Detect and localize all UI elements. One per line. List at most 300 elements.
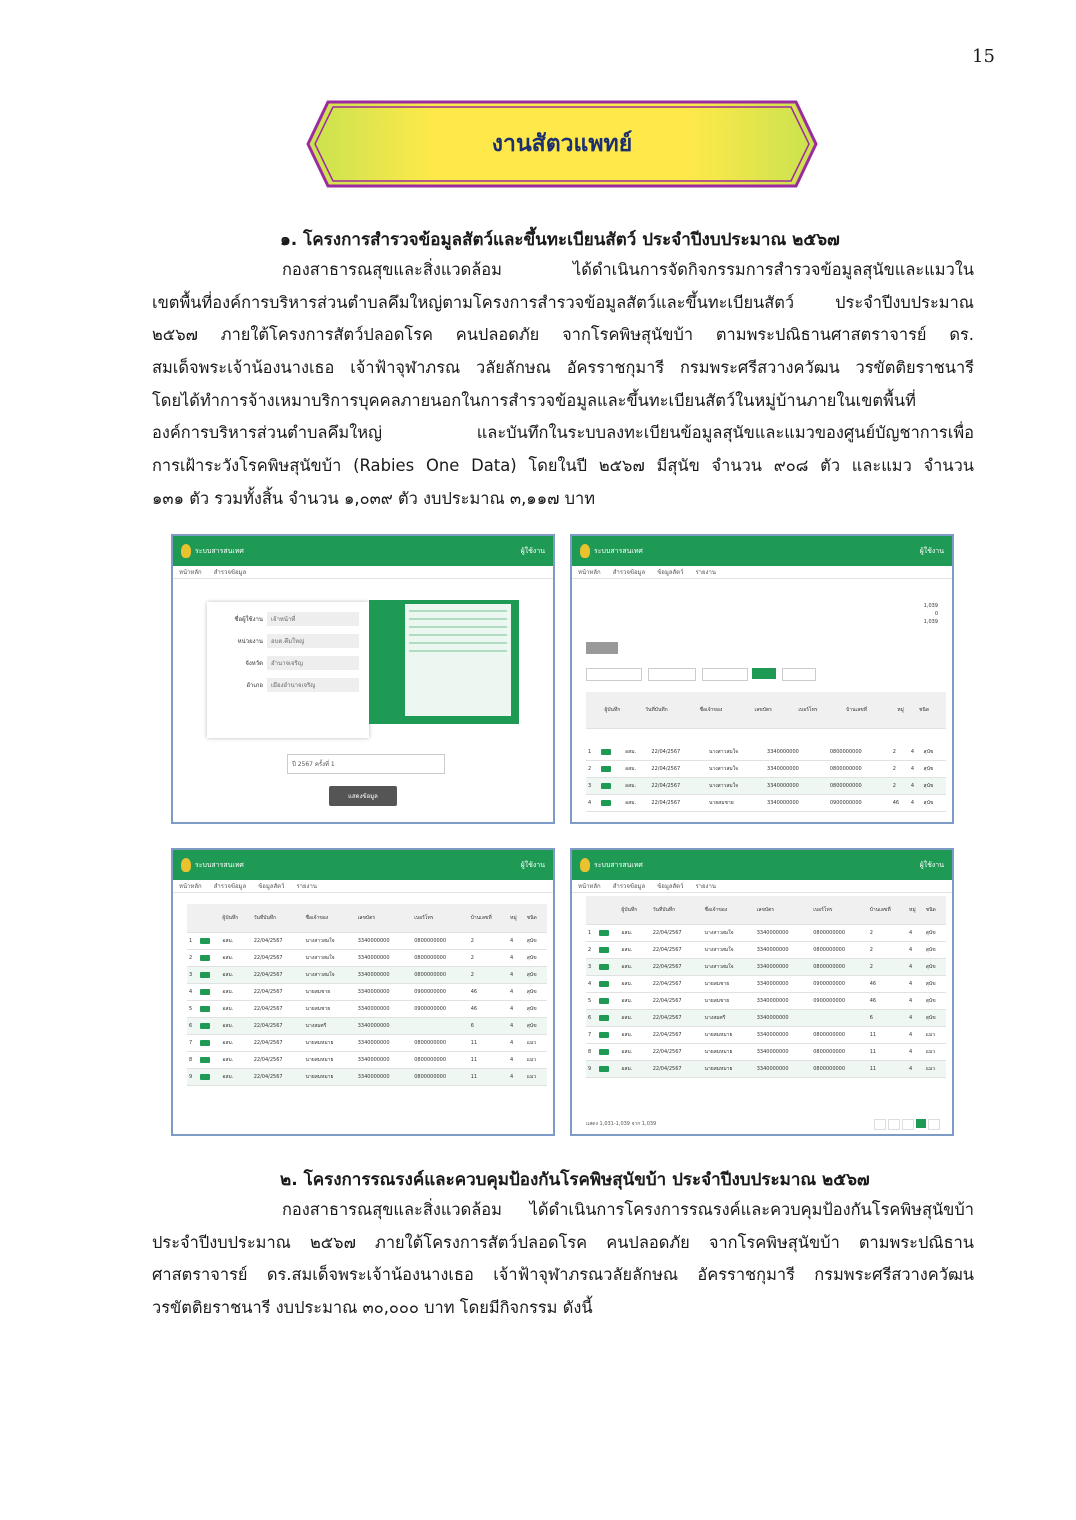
user-menu[interactable]: ผู้ใช้งาน <box>919 860 944 869</box>
table-row[interactable] <box>586 795 946 812</box>
edit-cell[interactable] <box>599 778 624 795</box>
table-header: หมู่ <box>895 692 917 729</box>
nav-survey[interactable]: สำรวจข้อมูล <box>213 883 247 890</box>
table-cell: สุนัข <box>924 925 946 942</box>
table-cell: 22/04/2567 <box>252 1018 304 1035</box>
table-cell: 22/04/2567 <box>252 950 304 967</box>
edit-button[interactable] <box>601 800 611 806</box>
table-cell: 11 <box>469 1052 508 1069</box>
edit-button[interactable] <box>200 1023 210 1029</box>
row-number: 2 <box>586 942 597 959</box>
nav-survey[interactable]: สำรวจข้อมูล <box>213 569 247 576</box>
edit-cell[interactable] <box>198 1001 220 1018</box>
table-cell: 2 <box>891 778 909 795</box>
table-cell: 22/04/2567 <box>651 942 703 959</box>
table-cell: 4 <box>508 950 525 967</box>
page-button[interactable] <box>928 1119 940 1130</box>
table-header <box>586 692 594 729</box>
edit-button[interactable] <box>601 766 611 772</box>
table-cell: 4 <box>909 795 922 812</box>
table-cell: 2 <box>868 959 907 976</box>
form-label: จังหวัด <box>245 660 263 667</box>
table-cell: นายสมชาย <box>304 984 356 1001</box>
row-number: 8 <box>187 1052 198 1069</box>
edit-button[interactable] <box>599 947 609 953</box>
table-cell: แมว <box>924 1044 946 1061</box>
reset-button[interactable] <box>782 668 816 681</box>
table-cell: 4 <box>508 933 525 950</box>
table-cell <box>412 1018 469 1035</box>
table-cell: 0800000000 <box>811 925 868 942</box>
table-cell: 22/04/2567 <box>252 1035 304 1052</box>
table-cell: อสม. <box>220 1052 251 1069</box>
table-row[interactable] <box>187 967 547 984</box>
table-cell: 4 <box>508 1035 525 1052</box>
edit-cell[interactable] <box>597 976 619 993</box>
nav-home[interactable]: หน้าหลัก <box>179 883 202 890</box>
table-cell: แมว <box>525 1052 547 1069</box>
table-row[interactable] <box>586 959 946 976</box>
edit-cell[interactable] <box>198 1069 220 1086</box>
edit-cell[interactable] <box>198 967 220 984</box>
edit-cell[interactable] <box>198 1035 220 1052</box>
edit-button[interactable] <box>200 972 210 978</box>
nav-survey[interactable]: สำรวจข้อมูล <box>612 569 646 576</box>
table-row[interactable] <box>586 761 946 778</box>
table-cell: 3340000000 <box>755 976 812 993</box>
table-cell: นายสมหมาย <box>304 1035 356 1052</box>
table-header <box>594 692 602 729</box>
table-cell: 3340000000 <box>755 1010 812 1027</box>
screenshot-table <box>171 848 555 1136</box>
form-field[interactable]: เมืองอำนาจเจริญ <box>267 678 359 692</box>
table-cell <box>811 1010 868 1027</box>
table-cell: อสม. <box>220 950 251 967</box>
table-cell: 2 <box>868 942 907 959</box>
table-cell: อสม. <box>619 1010 650 1027</box>
paragraph-line: สมเด็จพระเจ้าน้องนางเธอ เจ้าฟ้าจุฬาภรณ วลัยลักษณ อัครราชกุมารี กรมพระศรีสวางควัฒน วรขัตติยราชนารี <box>152 358 974 378</box>
nav-animal[interactable]: ข้อมูลสัตว์ <box>657 569 684 576</box>
row-number: 2 <box>586 761 599 778</box>
row-number: 1 <box>586 925 597 942</box>
pagination[interactable] <box>874 1119 940 1130</box>
table-cell: 3340000000 <box>356 1035 413 1052</box>
table-header: ผู้บันทึก <box>619 896 650 925</box>
table-row[interactable] <box>586 925 946 942</box>
paragraph-line: เขตพื้นที่องค์การบริหารส่วนตำบลคึมใหญ่ตามโครงการสำรวจข้อมูลสัตว์และขึ้นทะเบียนสัตว์ ประจำปีงบประมาณ <box>152 292 974 312</box>
table-cell: 3340000000 <box>356 933 413 950</box>
table-cell: 2 <box>891 761 909 778</box>
table-cell: 0900000000 <box>412 1001 469 1018</box>
edit-cell[interactable] <box>597 1027 619 1044</box>
user-menu[interactable]: ผู้ใช้งาน <box>520 860 545 869</box>
table-row[interactable] <box>586 1061 946 1078</box>
edit-cell[interactable] <box>597 1061 619 1078</box>
table-cell: อสม. <box>619 993 650 1010</box>
summary-total: 1,039 <box>923 603 938 609</box>
table-cell: นายสมหมาย <box>703 1044 755 1061</box>
table-header: ชนิด <box>525 904 547 933</box>
section2-heading: ๒. โครงการรณรงค์และควบคุมป้องกันโรคพิษสุนัขบ้า ประจำปีงบประมาณ ๒๕๖๗ <box>280 1170 870 1190</box>
nav-survey[interactable]: สำรวจข้อมูล <box>612 883 646 890</box>
table-cell: 0800000000 <box>811 959 868 976</box>
table-cell: อสม. <box>220 1069 251 1086</box>
row-number: 4 <box>586 795 599 812</box>
data-table <box>586 896 946 1078</box>
table-cell: 3340000000 <box>755 1044 812 1061</box>
table-cell: 22/04/2567 <box>649 795 707 812</box>
edit-button[interactable] <box>200 1074 210 1080</box>
table-header: เลขบัตร <box>753 692 797 729</box>
paragraph-line: ศาสตราจารย์ ดร.สมเด็จพระเจ้าน้องนางเธอ เจ้าฟ้าจุฬาภรณวลัยลักษณ อัครราชกุมารี กรมพระศรีสวางควัฒน <box>152 1265 974 1285</box>
row-number: 7 <box>187 1035 198 1052</box>
paragraph-line: ประจำปีงบประมาณ ๒๕๖๗ ภายใต้โครงการสัตว์ปลอดโรค คนปลอดภัย จากโรคพิษสุนัขบ้า ตามพระปณิธาน <box>152 1232 974 1252</box>
edit-cell[interactable] <box>597 993 619 1010</box>
edit-cell[interactable] <box>597 959 619 976</box>
nav-home[interactable]: หน้าหลัก <box>578 883 601 890</box>
table-cell: อสม. <box>623 761 649 778</box>
edit-cell[interactable] <box>198 933 220 950</box>
table-row[interactable] <box>187 1069 547 1086</box>
table-cell: 4 <box>907 925 924 942</box>
edit-button[interactable] <box>599 964 609 970</box>
edit-button[interactable] <box>200 955 210 961</box>
table-header: ชนิด <box>917 692 946 729</box>
table-cell: 3340000000 <box>356 950 413 967</box>
table-cell: 0800000000 <box>412 1052 469 1069</box>
edit-button[interactable] <box>599 998 609 1004</box>
table-cell: แมว <box>924 1061 946 1078</box>
table-header <box>586 896 597 925</box>
edit-button[interactable] <box>200 1040 210 1046</box>
edit-button[interactable] <box>599 1015 609 1021</box>
screenshot-pagination <box>570 848 954 1136</box>
app-name: ระบบสารสนเทศ <box>195 860 244 869</box>
table-row[interactable] <box>586 942 946 959</box>
nav-report[interactable]: รายงาน <box>695 883 716 890</box>
edit-cell[interactable] <box>198 1052 220 1069</box>
data-table <box>187 904 547 1086</box>
edit-button[interactable] <box>599 930 609 936</box>
page-button[interactable] <box>874 1119 886 1130</box>
table-cell: 22/04/2567 <box>651 925 703 942</box>
table-header: เบอร์โทร <box>796 692 844 729</box>
table-cell: นางสาวสมใจ <box>707 744 765 761</box>
table-row[interactable] <box>187 1035 547 1052</box>
edit-button[interactable] <box>599 981 609 987</box>
table-cell: 0800000000 <box>828 744 891 761</box>
table-cell: นางสมศรี <box>703 1010 755 1027</box>
edit-button[interactable] <box>601 783 611 789</box>
table-cell: นางสาวสมใจ <box>703 959 755 976</box>
table-row[interactable] <box>586 1044 946 1061</box>
table-cell: 0800000000 <box>412 933 469 950</box>
edit-button[interactable] <box>200 938 210 944</box>
table-row[interactable] <box>187 950 547 967</box>
table-cell: 0800000000 <box>828 778 891 795</box>
emblem-icon <box>580 858 590 872</box>
edit-cell[interactable] <box>198 950 220 967</box>
form-field[interactable]: อำนาจเจริญ <box>267 656 359 670</box>
row-number: 9 <box>586 1061 597 1078</box>
table-cell: 2 <box>469 967 508 984</box>
table-cell: 6 <box>469 1018 508 1035</box>
edit-cell[interactable] <box>599 761 624 778</box>
user-menu[interactable]: ผู้ใช้งาน <box>520 546 545 555</box>
table-cell: 3340000000 <box>755 942 812 959</box>
table-cell: อสม. <box>623 778 649 795</box>
paragraph-line: วรขัตติยราชนารี งบประมาณ ๓๐,๐๐๐ บาท โดยมีกิจกรรม ดังนี้ <box>152 1298 593 1318</box>
row-number: 6 <box>586 1010 597 1027</box>
edit-cell[interactable] <box>597 1044 619 1061</box>
table-cell: สุนัข <box>525 967 547 984</box>
table-cell: 4 <box>907 942 924 959</box>
table-cell: 22/04/2567 <box>649 778 707 795</box>
edit-cell[interactable] <box>599 795 624 812</box>
table-cell: 4 <box>907 959 924 976</box>
paragraph-line: กองสาธารณสุขและสิ่งแวดล้อม ได้ดำเนินการโครงการรณรงค์และควบคุมป้องกันโรคพิษสุนัขบ้า <box>282 1200 974 1219</box>
table-header <box>198 904 220 933</box>
table-cell: 3340000000 <box>755 959 812 976</box>
nav-report[interactable]: รายงาน <box>695 569 716 576</box>
table-cell: 22/04/2567 <box>252 1052 304 1069</box>
edit-button[interactable] <box>599 1032 609 1038</box>
paragraph-line: กองสาธารณสุขและสิ่งแวดล้อม ได้ดำเนินการจัดกิจกรรมการสำรวจข้อมูลสุนัขและแมวใน <box>282 260 974 279</box>
table-cell: 3340000000 <box>356 1018 413 1035</box>
table-header: เบอร์โทร <box>412 904 469 933</box>
table-cell: แมว <box>924 1027 946 1044</box>
table-header: วันที่บันทึก <box>643 692 697 729</box>
table-cell: 2 <box>469 950 508 967</box>
table-cell: 0800000000 <box>412 1069 469 1086</box>
table-cell: อสม. <box>619 959 650 976</box>
emblem-icon <box>181 544 191 558</box>
table-cell: นายสมชาย <box>304 1001 356 1018</box>
paragraph-line: ๒๕๖๗ ภายใต้โครงการสัตว์ปลอดโรค คนปลอดภัย จากโรคพิษสุนัขบ้า ตามพระปณิธานศาสตราจารย์ ดร. <box>152 325 974 345</box>
table-cell: 22/04/2567 <box>649 744 707 761</box>
table-cell: 22/04/2567 <box>252 984 304 1001</box>
table-cell: 11 <box>868 1044 907 1061</box>
add-button[interactable] <box>586 642 618 654</box>
table-cell: สุนัข <box>924 942 946 959</box>
emblem-icon <box>580 544 590 558</box>
table-cell: นายสมหมาย <box>304 1052 356 1069</box>
table-row[interactable] <box>187 1001 547 1018</box>
table-row[interactable] <box>586 1027 946 1044</box>
edit-cell[interactable] <box>198 1018 220 1035</box>
table-cell: นางสาวสมใจ <box>707 778 765 795</box>
paragraph-line: องค์การบริหารส่วนตำบลคึมใหญ่ และบันทึกในระบบลงทะเบียนข้อมูลสุนัขและแมวของศูนย์บัญชาการเพื่อ <box>152 423 974 443</box>
page-button[interactable] <box>902 1119 914 1130</box>
banner-title: งานสัตวแพทย์ <box>491 131 633 157</box>
table-header: วันที่บันทึก <box>651 896 703 925</box>
table-cell: 4 <box>907 993 924 1010</box>
nav-animal[interactable]: ข้อมูลสัตว์ <box>657 883 684 890</box>
table-row[interactable] <box>586 1010 946 1027</box>
row-number: 5 <box>187 1001 198 1018</box>
form-field[interactable]: เจ้าหน้าที่ <box>267 612 359 626</box>
table-cell: อสม. <box>623 744 649 761</box>
table-cell: 22/04/2567 <box>651 959 703 976</box>
table-header: เลขบัตร <box>755 896 812 925</box>
table-cell: 4 <box>907 1044 924 1061</box>
table-cell: 4 <box>907 976 924 993</box>
table-cell: สุนัข <box>924 993 946 1010</box>
table-cell: นางสาวสมใจ <box>304 967 356 984</box>
table-header: เบอร์โทร <box>811 896 868 925</box>
table-cell: สุนัข <box>922 778 946 795</box>
table-cell: 46 <box>868 976 907 993</box>
table-cell: 11 <box>868 1061 907 1078</box>
search-input[interactable] <box>586 668 642 681</box>
table-cell: 3340000000 <box>755 993 812 1010</box>
edit-button[interactable] <box>200 1006 210 1012</box>
table-cell: อสม. <box>619 942 650 959</box>
table-cell: สุนัข <box>525 1018 547 1035</box>
table-row[interactable] <box>586 993 946 1010</box>
table-row[interactable] <box>586 778 946 795</box>
summary-sum: 1,039 <box>923 619 938 625</box>
table-cell: 22/04/2567 <box>252 1001 304 1018</box>
table-cell: แมว <box>525 1035 547 1052</box>
table-row[interactable] <box>187 984 547 1001</box>
nav-home[interactable]: หน้าหลัก <box>179 569 202 576</box>
table-cell: สุนัข <box>525 984 547 1001</box>
edit-cell[interactable] <box>597 942 619 959</box>
app-name: ระบบสารสนเทศ <box>594 860 643 869</box>
filter-select[interactable] <box>702 668 748 681</box>
search-button[interactable] <box>752 668 776 679</box>
table-cell: อสม. <box>220 1001 251 1018</box>
show-data-button[interactable]: แสดงข้อมูล <box>329 786 397 806</box>
paragraph-line: การเฝ้าระวังโรคพิษสุนัขบ้า (Rabies One Data) โดยในปี ๒๕๖๗ มีสุนัข จำนวน ๙๐๘ ตัว และแมว จำนวน <box>152 456 974 476</box>
table-cell: 11 <box>469 1035 508 1052</box>
nav-animal[interactable]: ข้อมูลสัตว์ <box>258 883 285 890</box>
edit-button[interactable] <box>599 1066 609 1072</box>
table-cell: สุนัข <box>924 976 946 993</box>
edit-cell[interactable] <box>198 984 220 1001</box>
table-cell: 3340000000 <box>356 967 413 984</box>
table-header: ผู้บันทึก <box>220 904 251 933</box>
row-number: 8 <box>586 1044 597 1061</box>
form-field[interactable]: อบต.คึมใหญ่ <box>267 634 359 648</box>
table-cell: อสม. <box>220 967 251 984</box>
table-row[interactable] <box>187 1018 547 1035</box>
screenshot-form <box>171 534 555 824</box>
table-cell: 0800000000 <box>811 1044 868 1061</box>
table-cell: 0800000000 <box>412 967 469 984</box>
table-row[interactable] <box>586 976 946 993</box>
table-row[interactable] <box>586 744 946 761</box>
page-button-active[interactable] <box>916 1119 926 1128</box>
page-button[interactable] <box>888 1119 900 1130</box>
table-cell: 3340000000 <box>356 1069 413 1086</box>
table-cell: 0800000000 <box>811 942 868 959</box>
table-cell: 3340000000 <box>755 1061 812 1078</box>
summary-box <box>924 602 938 626</box>
table-cell: นายสมชาย <box>703 976 755 993</box>
table-cell: 3340000000 <box>755 1027 812 1044</box>
edit-button[interactable] <box>599 1049 609 1055</box>
table-cell: 0900000000 <box>811 993 868 1010</box>
edit-cell[interactable] <box>599 744 624 761</box>
table-cell: นายสมชาย <box>707 795 765 812</box>
table-row[interactable] <box>187 933 547 950</box>
table-cell: นางสาวสมใจ <box>304 950 356 967</box>
table-header <box>187 904 198 933</box>
user-menu[interactable]: ผู้ใช้งาน <box>919 546 944 555</box>
table-cell: 3340000000 <box>765 761 828 778</box>
summary-pending: 0 <box>934 611 938 617</box>
table-header: ผู้บันทึก <box>602 692 643 729</box>
row-number: 7 <box>586 1027 597 1044</box>
table-cell: 4 <box>907 1061 924 1078</box>
table-cell: 3340000000 <box>755 925 812 942</box>
table-cell: 3340000000 <box>356 984 413 1001</box>
table-cell: 0800000000 <box>412 950 469 967</box>
table-cell: 46 <box>868 993 907 1010</box>
paragraph-line: ๑๓๑ ตัว รวมทั้งสิ้น จำนวน ๑,๐๓๙ ตัว งบประมาณ ๓,๑๑๗ บาท <box>152 488 596 508</box>
section1-paragraph <box>152 254 974 516</box>
table-header: บ้านเลขที่ <box>868 896 907 925</box>
filter-select[interactable] <box>648 668 696 681</box>
table-cell: 46 <box>891 795 909 812</box>
table-cell: 0800000000 <box>412 1035 469 1052</box>
table-cell: อสม. <box>619 1027 650 1044</box>
form-label: หน่วยงาน <box>237 638 263 645</box>
table-cell: 0900000000 <box>412 984 469 1001</box>
table-cell: 4 <box>508 1001 525 1018</box>
table-cell: 22/04/2567 <box>651 976 703 993</box>
table-cell: 2 <box>891 744 909 761</box>
table-cell: สุนัข <box>924 1010 946 1027</box>
table-row[interactable] <box>187 1052 547 1069</box>
table-cell: อสม. <box>220 933 251 950</box>
table-header: บ้านเลขที่ <box>469 904 508 933</box>
edit-button[interactable] <box>601 749 611 755</box>
edit-button[interactable] <box>200 989 210 995</box>
table-cell: สุนัข <box>922 761 946 778</box>
table-cell: 22/04/2567 <box>252 967 304 984</box>
year-select[interactable]: ปี 2567 ครั้งที่ 1 <box>287 754 445 774</box>
table-cell: สุนัข <box>922 795 946 812</box>
pagination-info: แสดง 1,031-1,039 จาก 1,039 <box>586 1121 657 1127</box>
data-table-body <box>586 744 946 812</box>
table-header: หมู่ <box>508 904 525 933</box>
table-cell: 4 <box>508 967 525 984</box>
table-cell: 4 <box>508 1052 525 1069</box>
table-cell: 46 <box>469 1001 508 1018</box>
table-cell: 0800000000 <box>811 1061 868 1078</box>
nav-report[interactable]: รายงาน <box>296 883 317 890</box>
table-cell: 4 <box>909 761 922 778</box>
section1-heading: ๑. โครงการสำรวจข้อมูลสัตว์และขึ้นทะเบียนสัตว์ ประจำปีงบประมาณ ๒๕๖๗ <box>280 230 840 250</box>
table-cell: 22/04/2567 <box>651 1061 703 1078</box>
edit-cell[interactable] <box>597 925 619 942</box>
edit-button[interactable] <box>200 1057 210 1063</box>
table-cell: 11 <box>469 1069 508 1086</box>
table-header: ชื่อเจ้าของ <box>698 692 753 729</box>
edit-cell[interactable] <box>597 1010 619 1027</box>
table-cell: 4 <box>907 1027 924 1044</box>
table-cell: อสม. <box>619 1061 650 1078</box>
table-cell: 4 <box>508 1018 525 1035</box>
table-cell: 4 <box>508 1069 525 1086</box>
table-cell: 22/04/2567 <box>651 1044 703 1061</box>
row-number: 1 <box>187 933 198 950</box>
row-number: 3 <box>187 967 198 984</box>
nav-home[interactable]: หน้าหลัก <box>578 569 601 576</box>
